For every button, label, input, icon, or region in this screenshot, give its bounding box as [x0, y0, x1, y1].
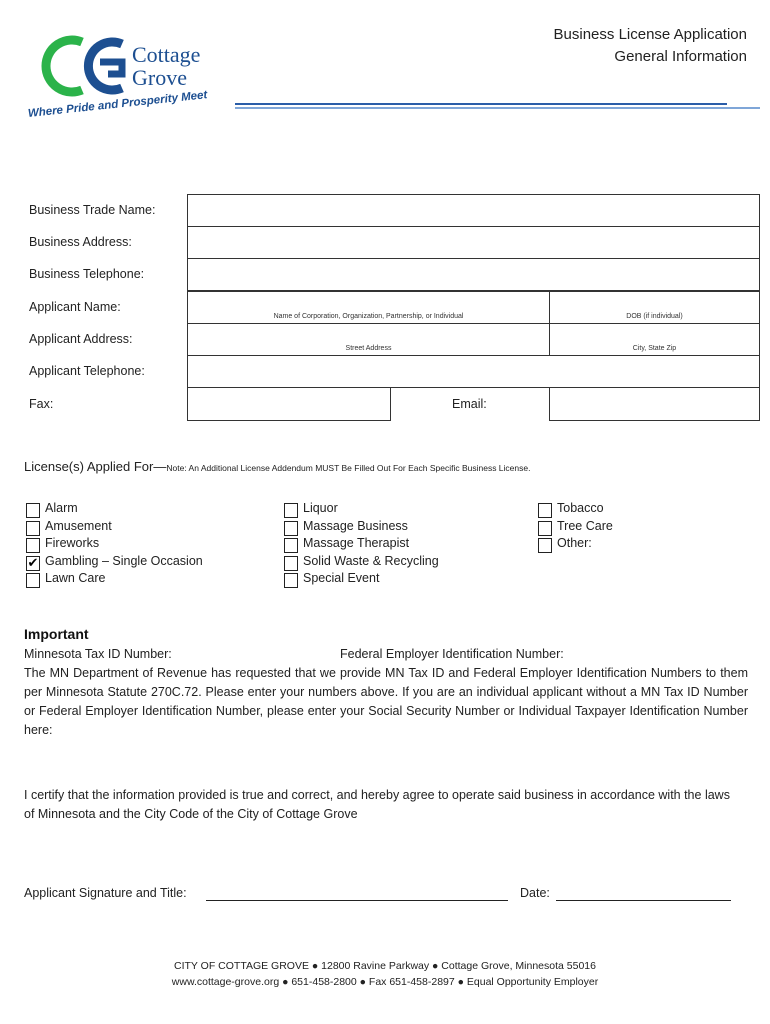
header-rule-bottom: [235, 107, 760, 109]
licenses-heading: License(s) Applied For—: [24, 459, 167, 474]
street-address-caption: Street Address: [345, 345, 392, 352]
licenses-note: Note: An Additional License Addendum MUST Be Filled Out For Each Specific Business License.: [166, 463, 531, 473]
date-line[interactable]: [556, 900, 731, 901]
license-option-amusement: Amusement: [45, 518, 112, 533]
checkbox-tree-care[interactable]: [538, 521, 552, 536]
license-option-tree-care: Tree Care: [557, 518, 613, 533]
form-title-line2: General Information: [614, 48, 747, 65]
signature-label: Applicant Signature and Title:: [24, 886, 187, 900]
license-column-2: [284, 503, 514, 593]
footer-address: CITY OF COTTAGE GROVE ● 12800 Ravine Parkway ● Cottage Grove, Minnesota 55016: [174, 960, 596, 972]
city-state-zip-caption: City, State Zip: [632, 345, 677, 352]
fein-label: Federal Employer Identification Number:: [340, 647, 564, 661]
logo-text-cottage: Cottage: [132, 42, 201, 67]
checkbox-amusement[interactable]: [26, 521, 40, 536]
license-option-massage-therapist: Massage Therapist: [303, 536, 410, 550]
checkbox-gambling-single-occasion[interactable]: ✔: [27, 554, 39, 570]
license-option-tobacco: Tobacco: [557, 501, 604, 515]
business-telephone-label: Business Telephone:: [29, 267, 145, 281]
business-address-label: Business Address:: [29, 235, 132, 249]
checkbox-other[interactable]: [538, 538, 552, 553]
license-option-massage-business: Massage Business: [303, 518, 408, 533]
footer-contact: www.cottage-grove.org ● 651-458-2800 ● Fax 651-458-2897 ● Equal Opportunity Employer: [171, 976, 599, 988]
license-option-special-event: Special Event: [303, 571, 380, 585]
important-heading: Important: [24, 626, 89, 642]
date-label: Date:: [520, 886, 550, 900]
signature-line[interactable]: [206, 900, 508, 901]
business-telephone-field[interactable]: [187, 258, 760, 291]
checkbox-special-event[interactable]: [284, 573, 298, 588]
email-field[interactable]: [549, 387, 760, 421]
business-trade-name-field[interactable]: [187, 194, 760, 227]
logo-text-grove: Grove: [132, 65, 187, 90]
checkbox-tobacco[interactable]: [538, 503, 552, 518]
email-label: Email:: [452, 397, 487, 411]
applicant-telephone-field[interactable]: [187, 355, 760, 388]
business-trade-name-label: Business Trade Name:: [29, 203, 156, 217]
license-option-liquor: Liquor: [303, 501, 338, 515]
license-column-1: [26, 503, 256, 593]
license-option-other: Other:: [557, 536, 592, 550]
checkbox-solid-waste-recycling[interactable]: [284, 556, 298, 571]
license-column-3: [538, 503, 738, 593]
checkbox-massage-therapist[interactable]: [284, 538, 298, 553]
license-option-solid-waste-recycling: Solid Waste & Recycling: [303, 553, 439, 568]
applicant-name-caption: Name of Corporation, Organization, Partnership, or Individual: [273, 313, 464, 320]
licenses-heading-row: [24, 458, 530, 476]
applicant-address-label: Applicant Address:: [29, 332, 133, 346]
fax-field[interactable]: [187, 387, 391, 421]
license-option-alarm: Alarm: [45, 501, 78, 515]
logo-tagline: Where Pride and Prosperity Meet: [27, 89, 208, 120]
checkbox-massage-business[interactable]: [284, 521, 298, 536]
business-address-field[interactable]: [187, 226, 760, 259]
form-title-line1: Business License Application: [553, 26, 747, 43]
checkbox-alarm[interactable]: [26, 503, 40, 518]
mn-tax-id-label: Minnesota Tax ID Number:: [24, 647, 172, 661]
checkbox-lawn-care[interactable]: [26, 573, 40, 588]
city-logo: [26, 30, 236, 130]
important-paragraph: The MN Department of Revenue has requested that we provide MN Tax ID and Federal Employer Identification Numbers to them per Minnesota Statute 270C.72. Please enter your numbers above. If you are an individual applicant without a MN Tax ID Number or Federal Employer Identification Number, please enter your Social Security Number or Individual Taxpayer Identification Number here:: [24, 666, 748, 737]
cottage-grove-logo-mark: [30, 32, 140, 102]
license-option-gambling-single-occasion: Gambling – Single Occasion: [45, 553, 203, 568]
applicant-telephone-label: Applicant Telephone:: [29, 364, 145, 378]
checkbox-liquor[interactable]: [284, 503, 298, 518]
license-option-fireworks: Fireworks: [45, 536, 100, 550]
certification-statement: I certify that the information provided is true and correct, and hereby agree to operate said business in accordance with the laws of Minnesota and the City Code of the City of Cottage Grove: [24, 788, 730, 821]
fax-label: Fax:: [29, 397, 54, 411]
dob-caption: DOB (if individual): [626, 313, 683, 320]
license-option-lawn-care: Lawn Care: [45, 571, 106, 585]
checkbox-fireworks[interactable]: [26, 538, 40, 553]
applicant-name-label: Applicant Name:: [29, 300, 121, 314]
header-rule-top: [235, 103, 727, 105]
